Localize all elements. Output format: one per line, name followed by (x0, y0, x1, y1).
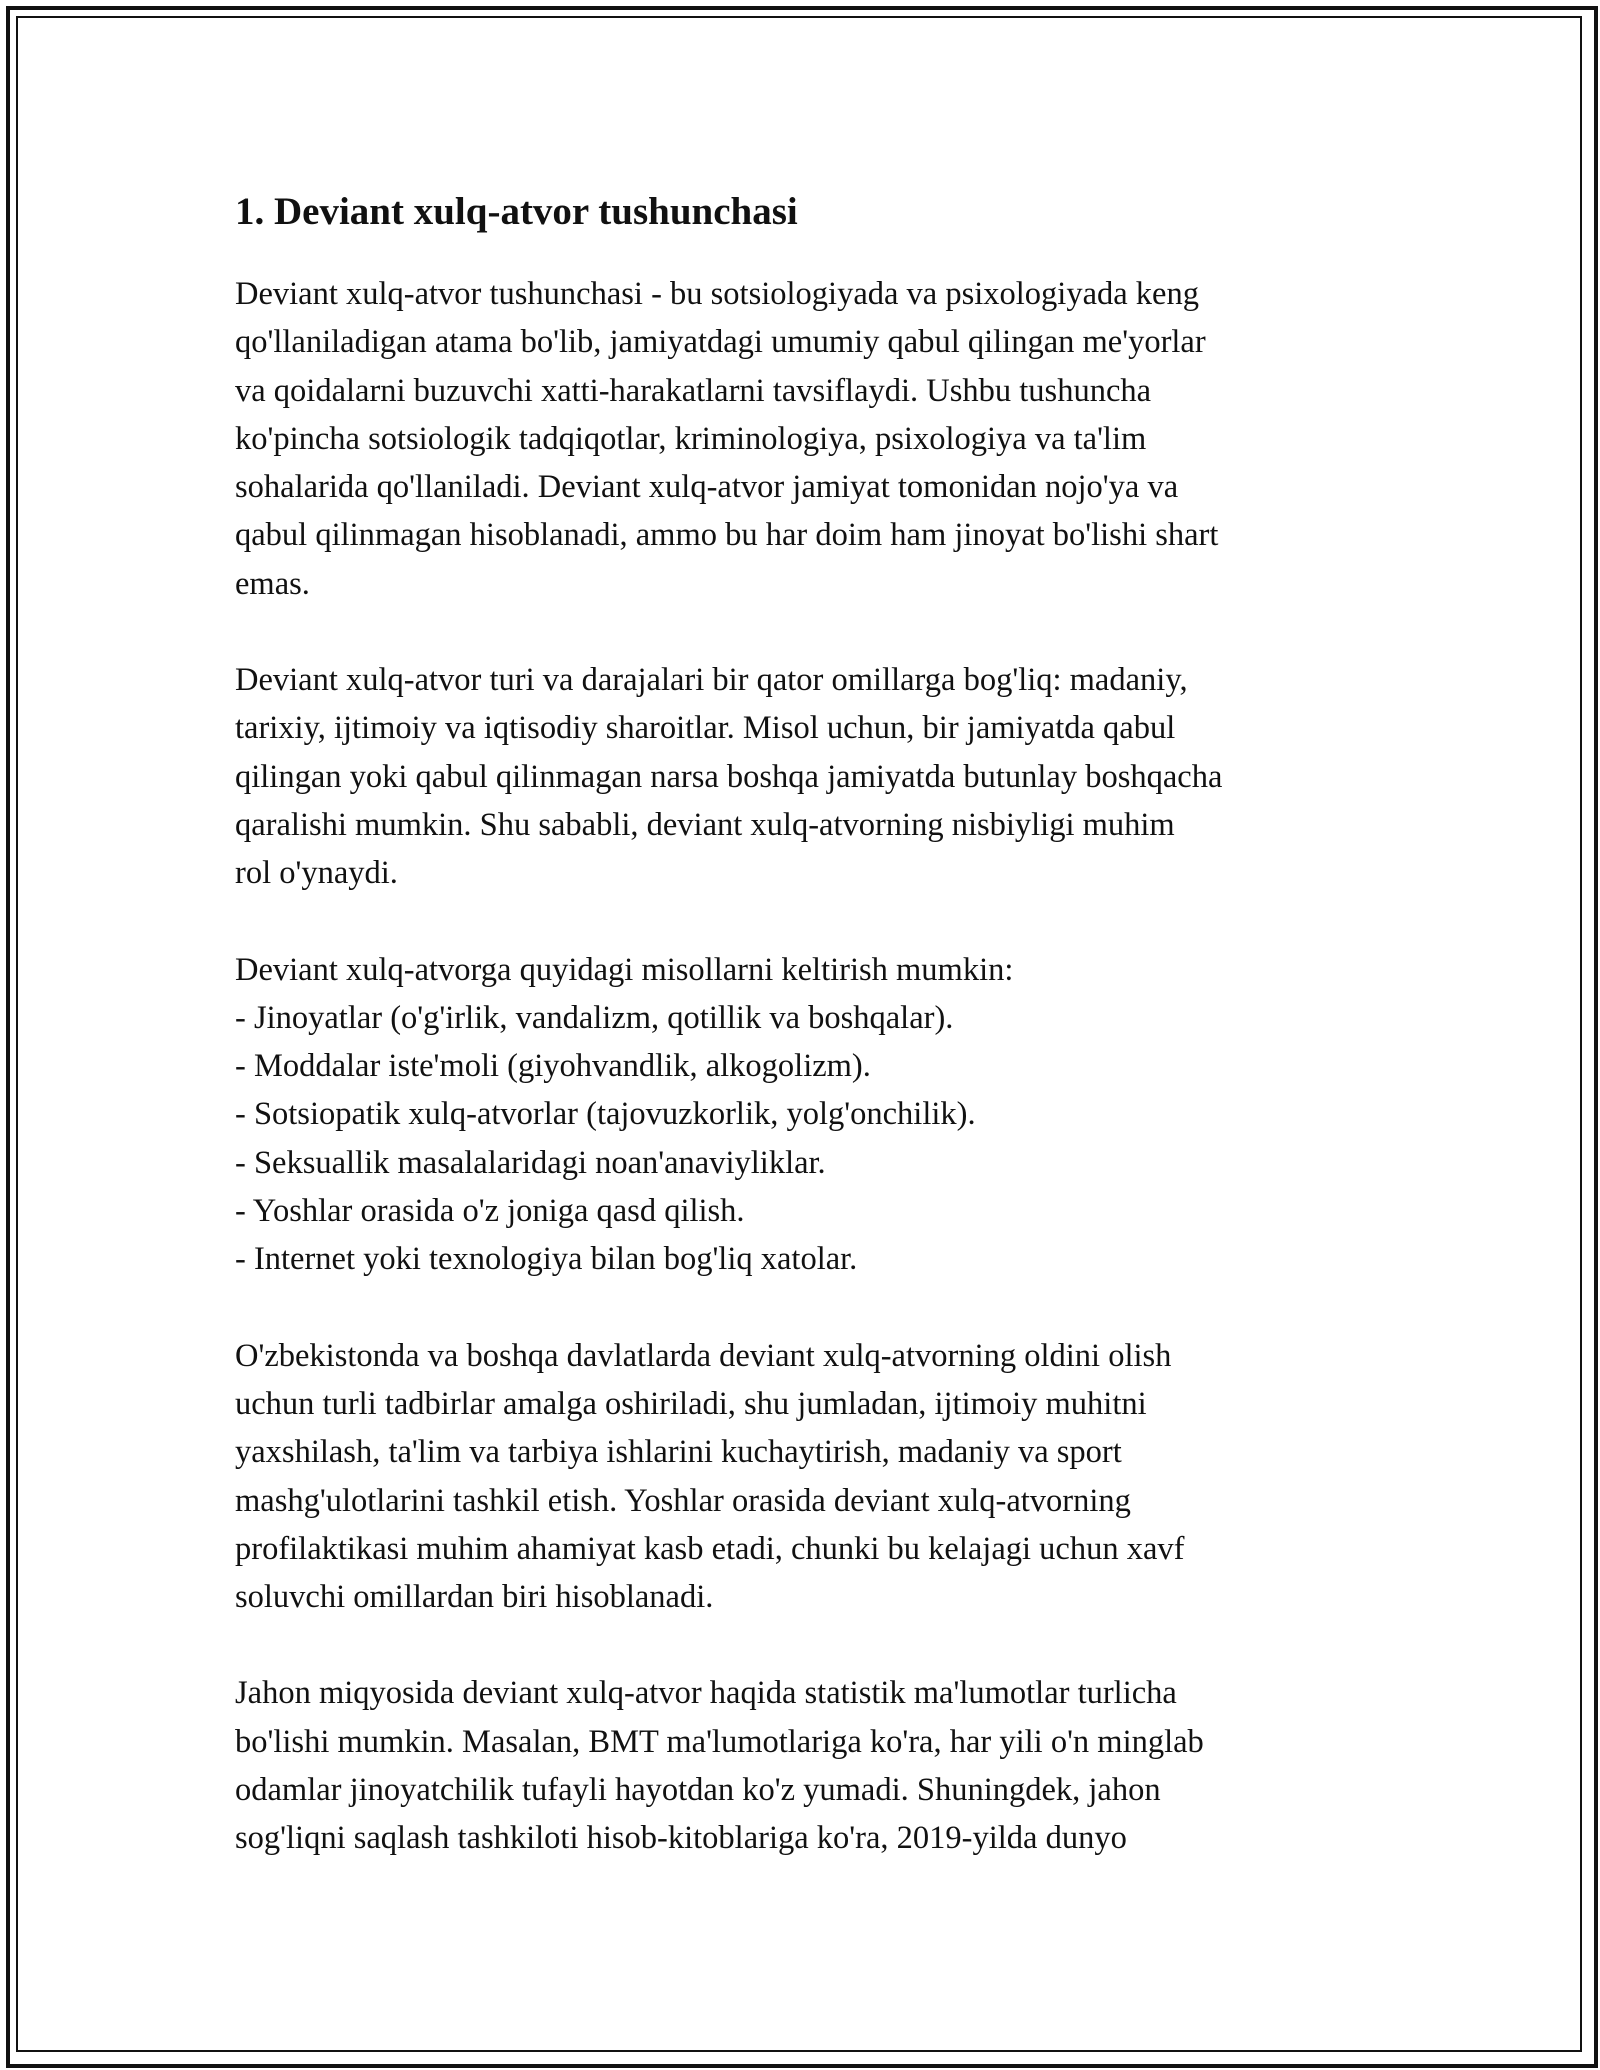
paragraph-examples-list: Deviant xulq-atvorga quyidagi misollarni keltirish mumkin: - Jinoyatlar (o'g'irlik, vandalizm, qotillik va boshqalar). - Moddalar iste'moli (giyohvandlik, alkogolizm). - Sotsiopatik xulq-atvorlar (tajovuzkorlik, yolg'onchilik). - Seksuallik masalalaridagi noan'anaviyliklar. - Yoshlar orasida o'z joniga qasd qilish. - Internet yoki texnologiya bilan bog'liq xatolar. (235, 951, 1014, 1278)
paragraph-statistics: Jahon miqyosida deviant xulq-atvor haqida statistik ma'lumotlar turlicha bo'lishi mumkin. Masalan, BMT ma'lumotlariga ko'ra, har yili o'n minglab odamlar jinoyatchilik tufayli hayotdan ko'z yumadi. Shuningdek, jahon sog'liqni saqlash tashkiloti hisob-kitoblariga ko'ra, 2019-yilda dunyo (235, 1675, 1204, 1857)
section-heading: 1. Deviant xulq-atvor tushunchasi (235, 190, 798, 233)
paragraph-spacer (235, 1621, 1365, 1669)
paragraph-factors: Deviant xulq-atvor turi va darajalari bir qator omillarga bog'liq: madaniy, tarixiy, ijtimoiy va iqtisodiy sharoitlar. Misol uchun, bir jamiyatda qabul qilingan yoki qabul qilinmagan narsa boshqa jamiyatda butunlay boshqacha qaralishi mumkin. Shu sababli, deviant xulq-atvorning nisbiyligi muhim rol o'ynaydi. (235, 662, 1223, 892)
paragraph-spacer (235, 898, 1365, 946)
paragraph-prevention: O'zbekistonda va boshqa davlatlarda deviant xulq-atvorning oldini olish uchun turli tadbirlar amalga oshiriladi, shu jumladan, ijtimoiy muhitni yaxshilash, ta'lim va tarbiya ishlarini kuchaytirish, madaniy va sport mashg'ulotlarini tashkil etish. Yoshlar orasida deviant xulq-atvorning profilaktikasi muhim ahamiyat kasb etadi, chunki bu kelajagi uchun xavf soluvchi omillardan biri hisoblanadi. (235, 1337, 1185, 1616)
paragraph-spacer (235, 1284, 1365, 1332)
document-body (235, 184, 1365, 1863)
paragraph-definition: Deviant xulq-atvor tushunchasi - bu sotsiologiyada va psixologiyada keng qo'llaniladigan atama bo'lib, jamiyatdagi umumiy qabul qilingan me'yorlar va qoidalarni buzuvchi xatti-harakatlarni tavsiflaydi. Ushbu tushuncha ko'pincha sotsiologik tadqiqotlar, kriminologiya, psixologiya va ta'lim sohalarida qo'llaniladi. Deviant xulq-atvor jamiyat tomonidan nojo'ya va qabul qilinmagan hisoblanadi, ammo bu har doim ham jinoyat bo'lishi shart emas. (235, 276, 1219, 602)
paragraph-spacer (235, 608, 1365, 656)
